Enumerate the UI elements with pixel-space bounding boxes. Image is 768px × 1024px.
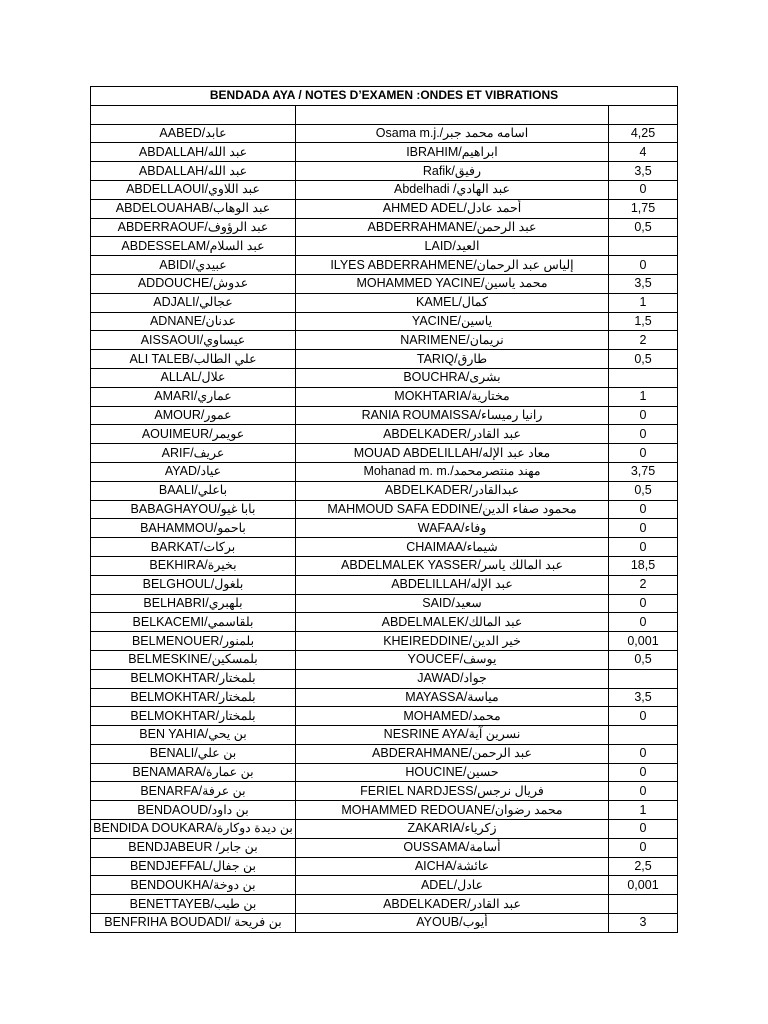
table-row xyxy=(91,162,678,181)
table-row xyxy=(91,707,678,726)
grade-cell: 0 xyxy=(609,820,678,839)
table-row xyxy=(91,650,678,669)
last-name-cell: ABDELLAOUI/عبد اللاوي xyxy=(91,180,296,199)
last-name-cell: ALLAL/علال xyxy=(91,368,296,387)
last-name-cell: AISSAOUI/عيساوي xyxy=(91,331,296,350)
first-name-cell: TARIQ/طارق xyxy=(296,350,609,369)
last-name-cell: BENDJABEUR /بن جابر xyxy=(91,838,296,857)
table-row xyxy=(91,481,678,500)
last-name-cell: ABDELOUAHAB/عبد الوهاب xyxy=(91,199,296,218)
last-name-cell: ABDESSELAM/عبد السلام xyxy=(91,237,296,256)
table-row xyxy=(91,500,678,519)
last-name-cell: BARKAT/بركات xyxy=(91,538,296,557)
grade-cell: 0,5 xyxy=(609,481,678,500)
last-name-cell: BEKHIRA/بخيرة xyxy=(91,556,296,575)
first-name-cell: ADEL/عادل xyxy=(296,876,609,895)
first-name-cell: ABDERAHMANE/عبد الرحمن xyxy=(296,744,609,763)
grade-cell: 0 xyxy=(609,744,678,763)
grade-cell: 0 xyxy=(609,180,678,199)
table-row xyxy=(91,876,678,895)
last-name-cell: ABDERRAOUF/عبد الرؤوف xyxy=(91,218,296,237)
grade-cell: 0,5 xyxy=(609,218,678,237)
first-name-cell: Osama m.j./اسامه محمد جبر xyxy=(296,124,609,143)
grade-cell: 3 xyxy=(609,914,678,933)
table-row xyxy=(91,199,678,218)
table-row xyxy=(91,519,678,538)
first-name-cell: KAMEL/كمال xyxy=(296,293,609,312)
grade-cell: 0 xyxy=(609,707,678,726)
table-row xyxy=(91,538,678,557)
first-name-cell: SAID/سعيد xyxy=(296,594,609,613)
last-name-cell: BENETTAYEB/بن طيب xyxy=(91,895,296,914)
grade-cell: 0,001 xyxy=(609,632,678,651)
first-name-cell: MOHAMMED YACINE/محمد ياسين xyxy=(296,274,609,293)
grade-cell: 1,75 xyxy=(609,199,678,218)
table-row xyxy=(91,726,678,745)
last-name-cell: BELGHOUL/بلغول xyxy=(91,575,296,594)
sheet-title: BENDADA AYA / NOTES D’EXAMEN :ONDES ET VIBRATIONS xyxy=(91,87,678,106)
table-row xyxy=(91,594,678,613)
grade-cell: 0 xyxy=(609,613,678,632)
last-name-cell: BELKACEMI/بلقاسمي xyxy=(91,613,296,632)
first-name-cell: ABDELKADER/عبدالقادر xyxy=(296,481,609,500)
table-row xyxy=(91,782,678,801)
last-name-cell: ADJALI/عجالي xyxy=(91,293,296,312)
table-row xyxy=(91,632,678,651)
last-name-cell: BENDOUKHA/بن دوخة xyxy=(91,876,296,895)
grades-table xyxy=(90,86,678,933)
last-name-cell: BAALI/باعلي xyxy=(91,481,296,500)
table-row xyxy=(91,556,678,575)
table-row xyxy=(91,820,678,839)
table-row xyxy=(91,688,678,707)
grade-cell: 0 xyxy=(609,500,678,519)
grade-cell: 3,5 xyxy=(609,162,678,181)
table-row xyxy=(91,387,678,406)
first-name-cell: MOKHTARIA/مختارية xyxy=(296,387,609,406)
last-name-cell: BENDAOUD/بن داود xyxy=(91,801,296,820)
first-name-cell: ABDELKADER/عبد القادر xyxy=(296,425,609,444)
grade-cell xyxy=(609,895,678,914)
grade-cell: 0,001 xyxy=(609,876,678,895)
first-name-cell: BOUCHRA/بشرى xyxy=(296,368,609,387)
first-name-cell: HOUCINE/حسين xyxy=(296,763,609,782)
table-row xyxy=(91,256,678,275)
grade-cell xyxy=(609,726,678,745)
blank-cell xyxy=(296,105,609,124)
last-name-cell: ABDALLAH/عبد الله xyxy=(91,162,296,181)
grade-cell: 4,25 xyxy=(609,124,678,143)
first-name-cell: ABDELKADER/عبد القادر xyxy=(296,895,609,914)
table-row xyxy=(91,293,678,312)
table-row xyxy=(91,462,678,481)
first-name-cell: MOHAMED/محمد xyxy=(296,707,609,726)
last-name-cell: BENFRIHA BOUDADI/ بن فريحة xyxy=(91,914,296,933)
first-name-cell: AYOUB/أيوب xyxy=(296,914,609,933)
grade-cell: 0,5 xyxy=(609,650,678,669)
table-row xyxy=(91,669,678,688)
last-name-cell: BENDIDA DOUKARA/بن ديدة دوكارة xyxy=(91,820,296,839)
table-row xyxy=(91,425,678,444)
last-name-cell: BELMENOUER/بلمنور xyxy=(91,632,296,651)
first-name-cell: Rafik/رفيق xyxy=(296,162,609,181)
last-name-cell: ABDALLAH/عبد الله xyxy=(91,143,296,162)
table-row xyxy=(91,368,678,387)
last-name-cell: BELHABRI/بلهبري xyxy=(91,594,296,613)
table-row xyxy=(91,274,678,293)
grade-cell: 0 xyxy=(609,838,678,857)
grade-cell: 0 xyxy=(609,256,678,275)
grade-cell: 0 xyxy=(609,406,678,425)
last-name-cell: BELMESKINE/بلمسكين xyxy=(91,650,296,669)
first-name-cell: MAYASSA/مياسة xyxy=(296,688,609,707)
grade-cell xyxy=(609,368,678,387)
grade-cell: 1 xyxy=(609,293,678,312)
last-name-cell: BENARFA/بن عرفة xyxy=(91,782,296,801)
last-name-cell: ADDOUCHE/عدوش xyxy=(91,274,296,293)
grade-cell: 0 xyxy=(609,425,678,444)
table-row xyxy=(91,857,678,876)
first-name-cell: OUSSAMA/أسامة xyxy=(296,838,609,857)
table-row xyxy=(91,143,678,162)
table-row xyxy=(91,838,678,857)
table-row xyxy=(91,180,678,199)
table-row xyxy=(91,763,678,782)
last-name-cell: BELMOKHTAR/بلمختار xyxy=(91,688,296,707)
grade-cell: 1 xyxy=(609,801,678,820)
grade-cell: 0 xyxy=(609,538,678,557)
grade-cell xyxy=(609,669,678,688)
grade-cell: 18,5 xyxy=(609,556,678,575)
first-name-cell: FERIEL NARDJESS/فريال نرجس xyxy=(296,782,609,801)
grade-cell: 0 xyxy=(609,519,678,538)
first-name-cell: RANIA ROUMAISSA/رانيا رميساء xyxy=(296,406,609,425)
last-name-cell: ADNANE/عدنان xyxy=(91,312,296,331)
first-name-cell: ILYES ABDERRAHMENE/إلياس عبد الرحمان xyxy=(296,256,609,275)
table-row xyxy=(91,237,678,256)
grade-cell: 3,5 xyxy=(609,274,678,293)
last-name-cell: BAHAMMOU/باحمو xyxy=(91,519,296,538)
grade-cell: 3,5 xyxy=(609,688,678,707)
blank-cell xyxy=(91,105,296,124)
grade-cell: 0 xyxy=(609,763,678,782)
first-name-cell: NESRINE AYA/نسرين آية xyxy=(296,726,609,745)
table-row xyxy=(91,575,678,594)
last-name-cell: AYAD/عياد xyxy=(91,462,296,481)
first-name-cell: CHAIMAA/شيماء xyxy=(296,538,609,557)
table-row xyxy=(91,350,678,369)
last-name-cell: BELMOKHTAR/بلمختار xyxy=(91,669,296,688)
first-name-cell: AICHA/عائشة xyxy=(296,857,609,876)
table-row xyxy=(91,218,678,237)
first-name-cell: LAID/العيد xyxy=(296,237,609,256)
grade-cell: 3,75 xyxy=(609,462,678,481)
blank-row xyxy=(91,105,678,124)
first-name-cell: AHMED ADEL/أحمد عادل xyxy=(296,199,609,218)
grades-table-body xyxy=(91,87,678,933)
grade-cell: 0,5 xyxy=(609,350,678,369)
table-row xyxy=(91,444,678,463)
last-name-cell: AMOUR/عمور xyxy=(91,406,296,425)
last-name-cell: AABED/عابد xyxy=(91,124,296,143)
last-name-cell: ALI TALEB/علي الطالب xyxy=(91,350,296,369)
grade-cell: 1 xyxy=(609,387,678,406)
first-name-cell: Abdelhadi /عبد الهادي xyxy=(296,180,609,199)
last-name-cell: AMARI/عماري xyxy=(91,387,296,406)
table-row xyxy=(91,312,678,331)
first-name-cell: ZAKARIA/زكرياء xyxy=(296,820,609,839)
grade-cell: 2 xyxy=(609,575,678,594)
first-name-cell: Mohanad m. m./مهند منتصرمحمد xyxy=(296,462,609,481)
table-row xyxy=(91,124,678,143)
last-name-cell: ARIF/عريف xyxy=(91,444,296,463)
first-name-cell: IBRAHIM/ابراهيم xyxy=(296,143,609,162)
last-name-cell: BENDJEFFAL/بن جفال xyxy=(91,857,296,876)
last-name-cell: BENALI/بن علي xyxy=(91,744,296,763)
grade-cell: 0 xyxy=(609,594,678,613)
last-name-cell: ABIDI/عبيدي xyxy=(91,256,296,275)
grade-cell: 0 xyxy=(609,444,678,463)
first-name-cell: YOUCEF/يوسف xyxy=(296,650,609,669)
first-name-cell: ABDERRAHMANE/عبد الرحمن xyxy=(296,218,609,237)
grade-cell: 2,5 xyxy=(609,857,678,876)
table-row xyxy=(91,406,678,425)
table-row xyxy=(91,613,678,632)
first-name-cell: ABDELMALEK/عبد المالك xyxy=(296,613,609,632)
grade-cell: 0 xyxy=(609,782,678,801)
last-name-cell: BELMOKHTAR/بلمختار xyxy=(91,707,296,726)
first-name-cell: MAHMOUD SAFA EDDINE/محمود صفاء الدين xyxy=(296,500,609,519)
grade-cell xyxy=(609,237,678,256)
last-name-cell: BABAGHAYOU/بابا غيو xyxy=(91,500,296,519)
first-name-cell: KHEIREDDINE/خير الدين xyxy=(296,632,609,651)
first-name-cell: YACINE/ياسين xyxy=(296,312,609,331)
first-name-cell: ABDELMALEK YASSER/عبد المالك ياسر xyxy=(296,556,609,575)
last-name-cell: BEN YAHIA/بن يحي xyxy=(91,726,296,745)
table-row xyxy=(91,801,678,820)
first-name-cell: WAFAA/وفاء xyxy=(296,519,609,538)
table-row xyxy=(91,744,678,763)
first-name-cell: NARIMENE/نريمان xyxy=(296,331,609,350)
last-name-cell: AOUIMEUR/عويمر xyxy=(91,425,296,444)
first-name-cell: ABDELILLAH/عبد الإله xyxy=(296,575,609,594)
table-row xyxy=(91,914,678,933)
table-row xyxy=(91,895,678,914)
first-name-cell: JAWAD/جواد xyxy=(296,669,609,688)
first-name-cell: MOUAD ABDELILLAH/معاد عبد الإله xyxy=(296,444,609,463)
blank-cell xyxy=(609,105,678,124)
first-name-cell: MOHAMMED REDOUANE/محمد رضوان xyxy=(296,801,609,820)
grade-cell: 1,5 xyxy=(609,312,678,331)
title-row xyxy=(91,87,678,106)
last-name-cell: BENAMARA/بن عمارة xyxy=(91,763,296,782)
grade-cell: 2 xyxy=(609,331,678,350)
grade-cell: 4 xyxy=(609,143,678,162)
table-row xyxy=(91,331,678,350)
